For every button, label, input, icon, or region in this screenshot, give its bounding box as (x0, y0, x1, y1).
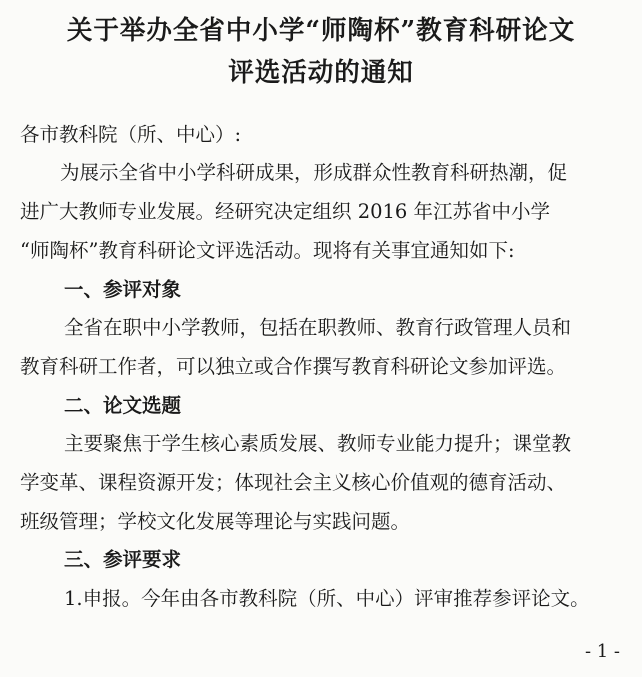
title-line-1: 关于举办全省中小学“师陶杯”教育科研论文 (66, 16, 576, 46)
section-3-heading: 三、参评要求 (64, 548, 182, 571)
salutation: 各市教科院（所、中心）: (20, 123, 242, 146)
section-2-line-3: 班级管理；学校文化发展等理论与实践问题。 (20, 510, 411, 533)
intro-line-3: “师陶杯”教育科研论文评选活动。现将有关事宜通知如下: (20, 239, 515, 262)
section-1-heading: 一、参评对象 (64, 278, 182, 301)
section-2-line-2: 学变革、课程资源开发；体现社会主义核心价值观的德育活动、 (20, 471, 567, 494)
section-1-line-2: 教育科研工作者，可以独立或合作撰写教育科研论文参加评选。 (20, 355, 567, 378)
intro-line-2: 进广大教师专业发展。经研究决定组织 2016 年江苏省中小学 (20, 200, 551, 223)
intro-line-1: 为展示全省中小学科研成果，形成群众性教育科研热潮，促 (60, 161, 568, 184)
section-2-line-1: 主要聚焦于学生核心素质发展、教师专业能力提升；课堂教 (64, 432, 572, 455)
section-2-heading: 二、论文选题 (64, 394, 182, 417)
section-1-line-1: 全省在职中小学教师，包括在职教师、教育行政管理人员和 (64, 316, 572, 339)
section-3-line-1: 1.申报。今年由各市教科院（所、中心）评审推荐参评论文。 (64, 587, 590, 610)
title-line-2: 评选活动的通知 (228, 58, 414, 88)
page-number: - 1 - (584, 641, 620, 662)
